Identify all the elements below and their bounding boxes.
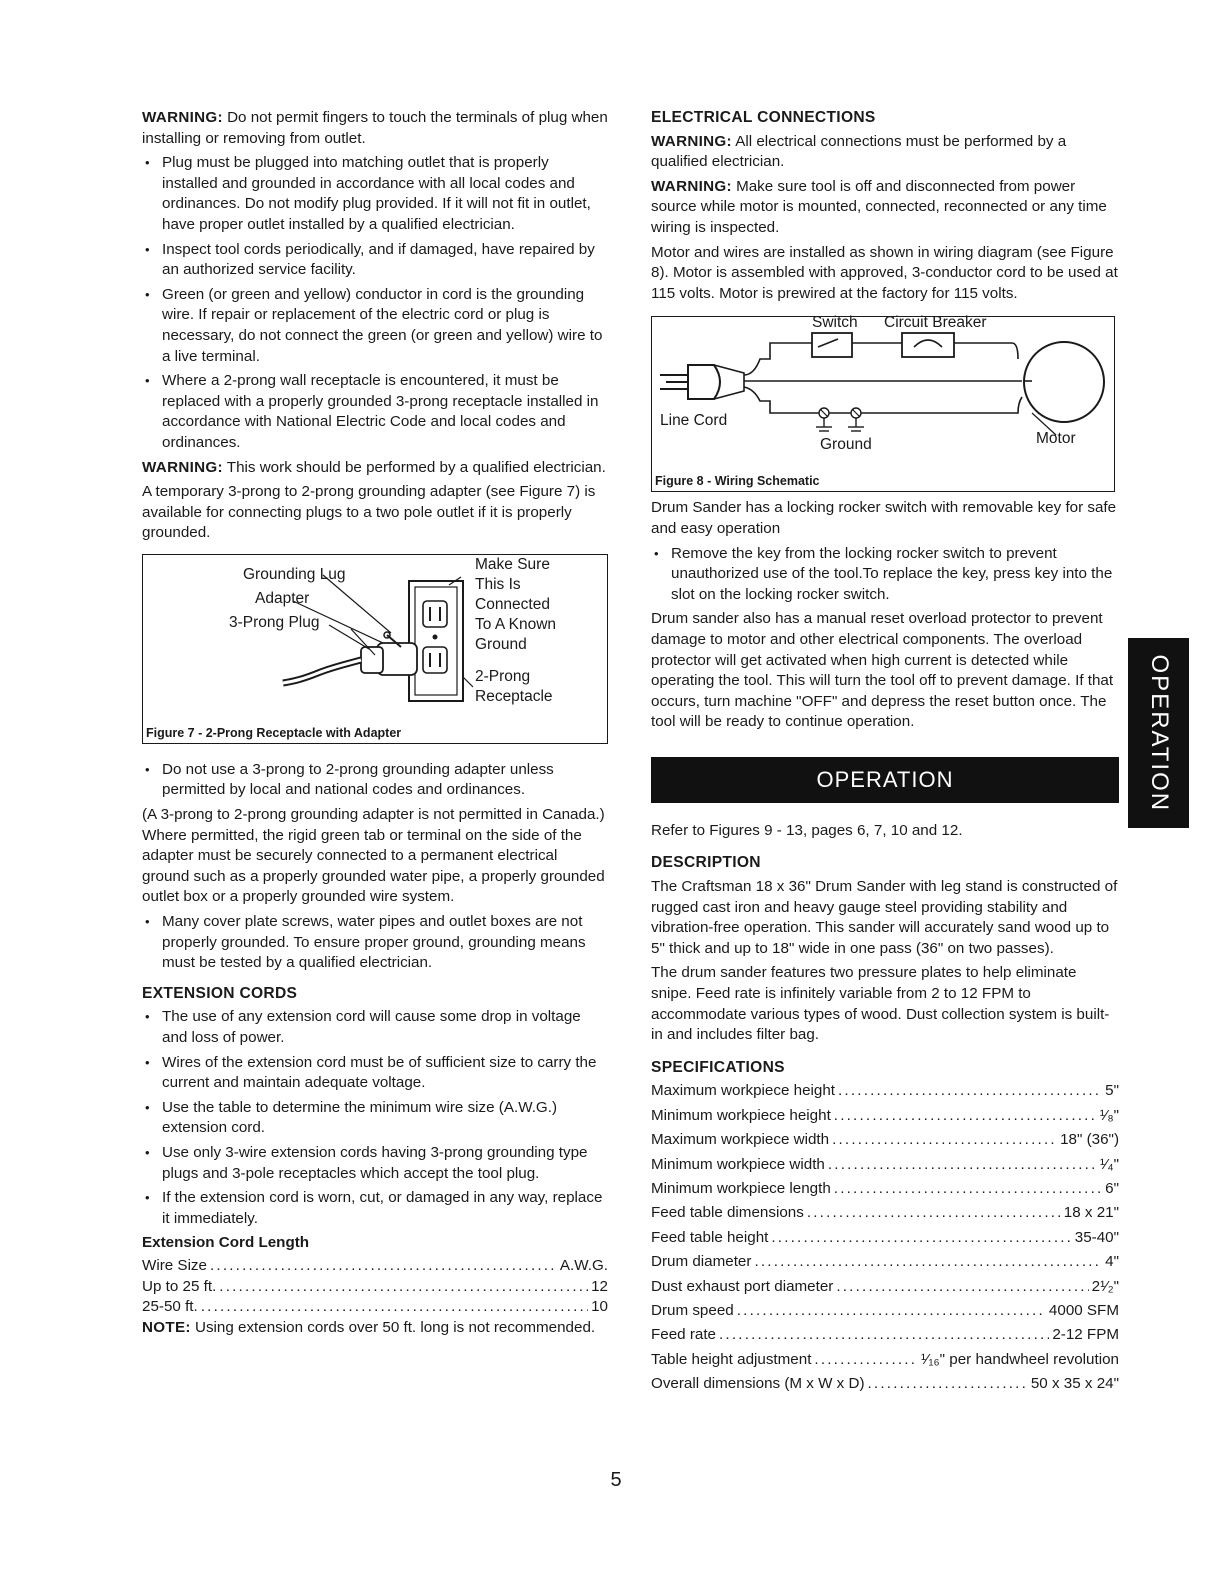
warning-electrical-connections: WARNING: All electrical connections must be performed by a qualified electrician. — [651, 132, 1067, 171]
overload-paragraph: Drum sander also has a manual reset overload protector to prevent damage to motor and other electrical components. The overload protector will get activated when high current is detected while operating the tool. This will turn the tool off to prevent damage. If that occurs, turn machine "OFF" and depress the reset button once. The tool will be ready to continue operation. — [651, 610, 1114, 731]
this-is-label: This Is — [475, 575, 521, 593]
spec-row: Feed rate ..... 2-12 FPM — [651, 1325, 1119, 1346]
motor-label: Motor — [1036, 430, 1076, 448]
receptacle-label: Receptacle — [475, 687, 553, 705]
ground-label: Ground — [820, 436, 872, 454]
spec-row: Dust exhaust port diameter ..... 2¹⁄₂" — [651, 1277, 1119, 1298]
figure-7 — [142, 554, 608, 744]
table-row: Wire Size ..... A.W.G. — [142, 1256, 608, 1277]
spec-row: Maximum workpiece width ..... 18" (36") — [651, 1130, 1119, 1151]
to-a-known-label: To A Known — [475, 615, 557, 633]
extension-cord-table — [142, 1256, 608, 1318]
specifications-list — [651, 1081, 1119, 1394]
list-item: • Plug must be plugged into matching outlet that is properly installed and grounded in accordance with all local codes and ordinances. Do not modify plug provided. If it will not fit in outlet, have proper outlet installed by a qualified electrician. — [142, 153, 608, 235]
plug-bullet-list — [142, 153, 608, 453]
operation-side-tab: OPERATION — [1128, 638, 1189, 828]
motor-paragraph: Motor and wires are installed as shown in wiring diagram (see Figure 8). Motor is assembled with approved, 3-conductor cord to be used at 115 volts. Motor is prewired at the factory for 115 volts. — [651, 243, 1118, 302]
list-item: • Inspect tool cords periodically, and if damaged, have repaired by an authorized service facility. — [142, 240, 608, 281]
description-heading: DESCRIPTION — [651, 854, 761, 872]
connected-label: Connected — [475, 595, 550, 613]
refer-figures-paragraph: Refer to Figures 9 - 13, pages 6, 7, 10 and 12. — [651, 821, 963, 839]
rocker-switch-paragraph: Drum Sander has a locking rocker switch with removable key for safe and easy operation — [651, 499, 1117, 537]
right-column — [651, 108, 1119, 1398]
spec-row: Maximum workpiece height ..... 5" — [651, 1081, 1119, 1102]
extension-cords-heading: EXTENSION CORDS — [142, 984, 298, 1002]
list-item: • Do not use a 3-prong to 2-prong grounding adapter unless permitted by local and national codes and ordinances. — [142, 760, 608, 801]
page-number: 5 — [610, 1469, 622, 1491]
spec-row: Feed table dimensions ..... 18 x 21" — [651, 1203, 1119, 1224]
adapter-label: Adapter — [255, 589, 310, 607]
figure-7-caption: Figure 7 - 2-Prong Receptacle with Adapter — [146, 725, 402, 740]
line-cord-label: Line Cord — [660, 412, 728, 430]
warning-disconnect: WARNING: Make sure tool is off and disconnected from power source while motor is mounted, connected, reconnected or any time wiring is inspected. — [651, 177, 1107, 236]
wiring-schematic — [652, 317, 1114, 491]
figure-8 — [651, 316, 1115, 492]
two-prong-label: 2-Prong — [475, 667, 531, 685]
list-item: • If the extension cord is worn, cut, or damaged in any way, replace it immediately. — [142, 1188, 608, 1229]
adapter-paragraph: A temporary 3-prong to 2-prong grounding adapter (see Figure 7) is available for connecting plugs to a two pole outlet if it is properly grounded. — [142, 483, 596, 542]
warning-fingers: WARNING: Do not permit fingers to touch the terminals of plug when installing or removing from outlet. — [142, 109, 608, 147]
receptacle-adapter-illustration — [143, 555, 607, 743]
switch-label: Switch — [812, 314, 858, 332]
specifications-heading: SPECIFICATIONS — [651, 1058, 785, 1076]
spec-row: Minimum workpiece height ..... ¹⁄₈" — [651, 1106, 1119, 1127]
spec-row: Drum speed ..... 4000 SFM — [651, 1301, 1119, 1322]
spec-row: Minimum workpiece length ..... 6" — [651, 1179, 1119, 1200]
adapter-bullet-list — [142, 760, 608, 801]
electrical-connections-heading: ELECTRICAL CONNECTIONS — [651, 109, 876, 126]
extension-cord-bullet-list — [142, 1007, 608, 1229]
canada-paragraph: (A 3-prong to 2-prong grounding adapter is not permitted in Canada.) Where permitted, the rigid green tab or terminal on the side of the adapter must be securely connected to a permanent electrical ground such as a properly grounded water pipe, a properly grounded outlet box or a properly grounded wire system. — [142, 806, 605, 906]
list-item: • The use of any extension cord will cause some drop in voltage and loss of power. — [142, 1007, 608, 1048]
spec-row: Feed table height ..... 35-40" — [651, 1228, 1119, 1249]
three-prong-plug-label: 3-Prong Plug — [229, 613, 320, 631]
description-paragraph-2: The drum sander features two pressure plates to help eliminate snipe. Feed rate is infinitely variable from 2 to 12 FPM to accommodate various types of wood. Dust collection system is built-in and includes filter bag. — [651, 964, 1110, 1044]
make-sure-label: Make Sure — [475, 555, 550, 573]
spec-row: Table height adjustment ..... ¹⁄₁₆" per handwheel revolution — [651, 1350, 1119, 1371]
grounding-lug-label: Grounding Lug — [243, 565, 346, 583]
list-item: • Green (or green and yellow) conductor in cord is the grounding wire. If repair or replacement of the electric cord or plug is necessary, do not connect the green (or green and yellow) wire to a live terminal. — [142, 285, 608, 367]
spec-row: Minimum workpiece width ..... ¹⁄₄" — [651, 1155, 1119, 1176]
spec-row: Overall dimensions (M x W x D) ..... 50 x 35 x 24" — [651, 1374, 1119, 1395]
list-item: • Where a 2-prong wall receptacle is encountered, it must be replaced with a properly grounded 3-prong receptacle installed in accordance with National Electric Code and local codes and ordinances. — [142, 371, 608, 453]
list-item: • Use only 3-wire extension cords having 3-prong grounding type plugs and 3-pole receptacles which accept the tool plug. — [142, 1143, 608, 1184]
spec-row: Drum diameter ..... 4" — [651, 1252, 1119, 1273]
table-row: 25-50 ft. ..... 10 — [142, 1297, 608, 1318]
list-item: • Remove the key from the locking rocker switch to prevent unauthorized use of the tool.To replace the key, press key into the slot on the locking rocker switch. — [651, 544, 1119, 606]
rocker-bullet-list — [651, 544, 1119, 606]
table-row: Up to 25 ft. ..... 12 — [142, 1277, 608, 1298]
list-item: • Many cover plate screws, water pipes and outlet boxes are not properly grounded. To ensure proper ground, grounding means must be tested by a qualified electrician. — [142, 912, 608, 974]
extension-cord-length-heading: Extension Cord Length — [142, 1234, 310, 1252]
left-column — [142, 108, 608, 1342]
grounding-bullet-list — [142, 912, 608, 974]
warning-qualified-electrician: WARNING: This work should be performed by a qualified electrician. — [142, 458, 606, 476]
ground-label: Ground — [475, 635, 527, 653]
figure-8-caption: Figure 8 - Wiring Schematic — [655, 474, 820, 489]
extension-note: NOTE: Using extension cords over 50 ft. long is not recommended. — [142, 1318, 596, 1336]
list-item: • Wires of the extension cord must be of sufficient size to carry the current and maintain adequate voltage. — [142, 1053, 608, 1094]
operation-banner: OPERATION — [651, 757, 1119, 803]
list-item: • Use the table to determine the minimum wire size (A.W.G.) extension cord. — [142, 1098, 608, 1139]
description-paragraph-1: The Craftsman 18 x 36" Drum Sander with leg stand is constructed of rugged cast iron and heavy gauge steel providing stability and vibration-free operation. This sander will accurately sand wood up to 5" thick and up to 18" wide in one pass (36" on two passes). — [651, 878, 1118, 957]
circuit-breaker-label: Circuit Breaker — [884, 314, 987, 332]
